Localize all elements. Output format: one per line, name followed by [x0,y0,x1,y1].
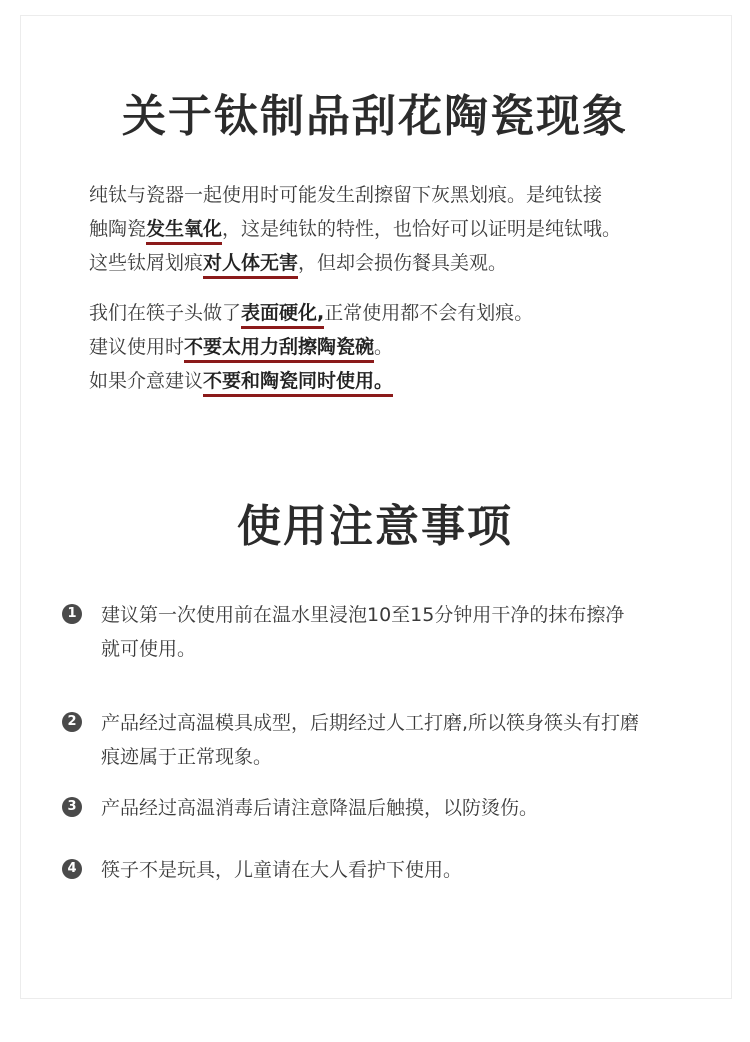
number-badge-icon: 3 [62,797,82,817]
precaution-line: 痕迹属于正常现象。 [101,746,273,768]
text-segment: 正常使用都不会有划痕。 [324,302,534,324]
paragraph-scratch-explanation [89,178,689,280]
precaution-line: 筷子不是玩具，儿童请在大人看护下使用。 [101,859,463,881]
precaution-text [101,791,701,825]
paragraph-line [89,364,689,398]
text-segment: 。 [374,336,394,358]
paragraph-line [89,330,689,364]
precaution-text [101,853,701,887]
section-title-scratch: 关于钛制品刮花陶瓷现象 [122,91,628,142]
text-segment: 触陶瓷 [89,218,147,240]
highlight-harmless: 对人体无害 [203,252,298,279]
precaution-text [101,598,701,666]
text-segment: ，这是纯钛的特性，也恰好可以证明是纯钛哦。 [222,218,622,240]
precaution-line: 产品经过高温消毒后请注意降温后触摸，以防烫伤。 [101,797,539,819]
precaution-line: 建议第一次使用前在温水里浸泡10至15分钟用干净的抹布擦净 [101,604,625,626]
precaution-line: 就可使用。 [101,638,197,660]
paragraph-usage-advice [89,296,689,398]
text-segment: 如果介意建议 [89,370,204,392]
paragraph-line [89,246,689,280]
highlight-oxidation: 发生氧化 [146,218,222,245]
highlight-no-hard-scraping: 不要太用力刮擦陶瓷碗 [184,336,374,363]
text-segment: 我们在筷子头做了 [89,302,242,324]
paragraph-line [89,178,689,212]
paragraph-line [89,212,689,246]
precaution-text [101,706,701,774]
section-title-precautions: 使用注意事项 [237,501,513,552]
text-segment: 这些钛屑划痕 [89,252,204,274]
precaution-line: 产品经过高温模具成型，后期经过人工打磨,所以筷身筷头有打磨 [101,712,640,734]
number-badge-icon: 1 [62,604,82,624]
text-segment: 建议使用时 [89,336,185,358]
text-segment: ，但却会损伤餐具美观。 [298,252,508,274]
text-segment: 纯钛与瓷器一起使用时可能发生刮擦留下灰黑划痕。是纯钛接 [89,184,603,206]
highlight-surface-hardening: 表面硬化, [241,302,324,329]
number-badge-icon: 4 [62,859,82,879]
paragraph-line [89,296,689,330]
number-badge-icon: 2 [62,712,82,732]
highlight-avoid-ceramics: 不要和陶瓷同时使用。 [203,370,393,397]
